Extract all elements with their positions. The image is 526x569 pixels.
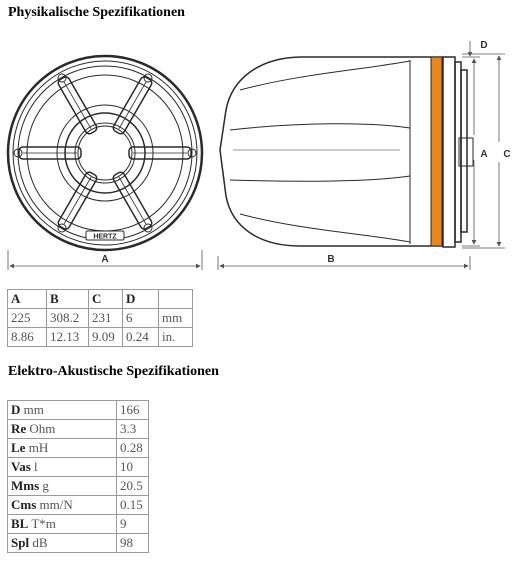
dim-header-b: B — [47, 290, 89, 309]
spec-value: 0.15 — [117, 496, 149, 515]
spec-label — [8, 401, 117, 420]
dimensions-table — [7, 289, 193, 347]
label-d: D — [480, 40, 488, 51]
brand-label: HERTZ — [93, 233, 117, 241]
dim-header-d: D — [123, 290, 159, 309]
spec-row — [8, 496, 149, 515]
dim-cell: 308.2 — [47, 309, 89, 328]
dim-cell: 0.24 — [123, 328, 159, 347]
dimension-b — [218, 256, 470, 270]
spec-label — [8, 420, 117, 439]
label-c: C — [503, 149, 511, 160]
label-a-side: A — [480, 149, 488, 160]
spec-symbol: D — [11, 402, 21, 417]
spec-row — [8, 420, 149, 439]
spec-label — [8, 496, 117, 515]
spec-symbol: Spl — [11, 535, 30, 550]
spec-row — [8, 439, 149, 458]
spec-row — [8, 477, 149, 496]
electro-acoustic-table — [7, 400, 149, 553]
speaker-technical-drawing — [0, 30, 526, 276]
spec-unit: g — [42, 478, 49, 493]
spec-row — [8, 534, 149, 553]
spec-unit: Ohm — [29, 421, 56, 436]
spec-row — [8, 458, 149, 477]
spec-label — [8, 515, 117, 534]
dimensions-row-in — [8, 328, 193, 347]
dim-cell: 9.09 — [89, 328, 123, 347]
dimensions-row-mm — [8, 309, 193, 328]
spec-symbol: Le — [11, 440, 26, 455]
dim-unit: in. — [159, 328, 193, 347]
dim-header-c: C — [89, 290, 123, 309]
spec-label — [8, 458, 117, 477]
dim-cell: 6 — [123, 309, 159, 328]
spec-unit: mm — [23, 402, 44, 417]
spec-symbol: Cms — [11, 497, 37, 512]
spec-value: 10 — [117, 458, 149, 477]
spec-unit: mH — [28, 440, 49, 455]
spec-value: 9 — [117, 515, 149, 534]
dim-cell: 225 — [8, 309, 47, 328]
spec-symbol: Re — [11, 421, 27, 436]
spec-symbol: Mms — [11, 478, 40, 493]
dim-cell: 231 — [89, 309, 123, 328]
dim-cell: 8.86 — [8, 328, 47, 347]
spec-value: 0.28 — [117, 439, 149, 458]
spec-symbol: BL — [11, 516, 29, 531]
label-b: B — [327, 254, 335, 265]
spec-unit: mm/N — [39, 497, 73, 512]
spec-symbol: Vas — [11, 459, 31, 474]
heading-physical-specs: Physikalische Spezifikationen — [8, 5, 185, 20]
spec-label — [8, 439, 117, 458]
spec-value: 3.3 — [117, 420, 149, 439]
orange-trim-ring — [431, 57, 442, 246]
label-a-front: A — [101, 254, 109, 265]
dimension-a-side — [462, 57, 480, 246]
front-view — [8, 56, 202, 250]
dim-unit: mm — [159, 309, 193, 328]
dim-header-a: A — [8, 290, 47, 309]
spec-unit: l — [34, 459, 38, 474]
spec-label — [8, 534, 117, 553]
spec-row — [8, 401, 149, 420]
spec-unit: dB — [32, 535, 48, 550]
heading-electro-acoustic-specs: Elektro-Akustische Spezifikationen — [8, 364, 219, 379]
dim-header-unit — [159, 290, 193, 309]
spec-value: 98 — [117, 534, 149, 553]
spec-row — [8, 515, 149, 534]
spec-label — [8, 477, 117, 496]
dimensions-header-row — [8, 290, 193, 309]
dim-cell: 12.13 — [47, 328, 89, 347]
spec-value: 20.5 — [117, 477, 149, 496]
spec-value: 166 — [117, 401, 149, 420]
spec-unit: T*m — [31, 516, 56, 531]
